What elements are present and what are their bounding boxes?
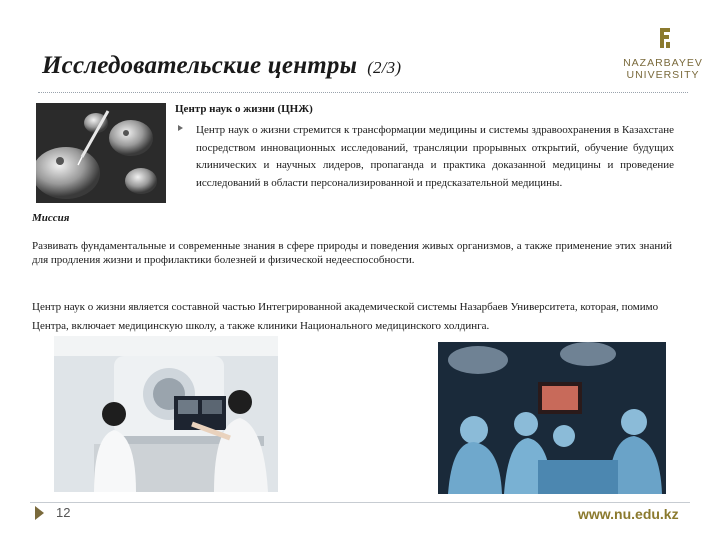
electron-micrograph-image bbox=[36, 103, 166, 203]
slide-title-main: Исследовательские центры bbox=[42, 52, 358, 79]
surgery-team-photo bbox=[438, 342, 666, 494]
bullet-arrow-icon bbox=[178, 125, 183, 131]
footer-arrow-icon bbox=[35, 506, 44, 520]
website-link[interactable]: www.nu.edu.kz bbox=[578, 506, 679, 522]
slide-title-suffix: (2/3) bbox=[367, 58, 402, 77]
center-note-text: Центр наук о жизни является составной частью Интегрированной академической системы Назарбаев Университета, которая, помимо Центра, включает медицинскую школу, а также клиники Национального медицинского холдинга. bbox=[32, 301, 659, 332]
page-number: 12 bbox=[56, 505, 71, 520]
footer-divider bbox=[30, 502, 690, 503]
mission-text: Развивать фундаментальные и современные знания в сфере природы и поведения живых организмов, а также применение этих знаний для продления жизни и профилактики болезней и физической недееспособности. bbox=[32, 240, 672, 266]
slide-title bbox=[42, 52, 401, 80]
section-title: Центр наук о жизни (ЦНЖ) bbox=[175, 103, 313, 115]
section-bullet-text: Центр наук о жизни стремится к трансформации медицины и системы здравоохранения в Казахстане посредством инновационных исследований, трансляции прорывных открытий, обучение будущих клинических и научных лидеров, пропаганда и практика доказанной медицины и проведение исследований в области персонализированной и предсказательной медицины. bbox=[196, 124, 674, 189]
university-mark-icon bbox=[657, 26, 673, 50]
logo-line-1: NAZARBAYEV bbox=[623, 57, 703, 69]
university-logo bbox=[620, 26, 706, 82]
mission-label: Миссия bbox=[32, 212, 70, 224]
mri-scanner-photo bbox=[54, 336, 278, 492]
logo-line-2: UNIVERSITY bbox=[626, 69, 700, 81]
header-divider bbox=[38, 92, 688, 93]
